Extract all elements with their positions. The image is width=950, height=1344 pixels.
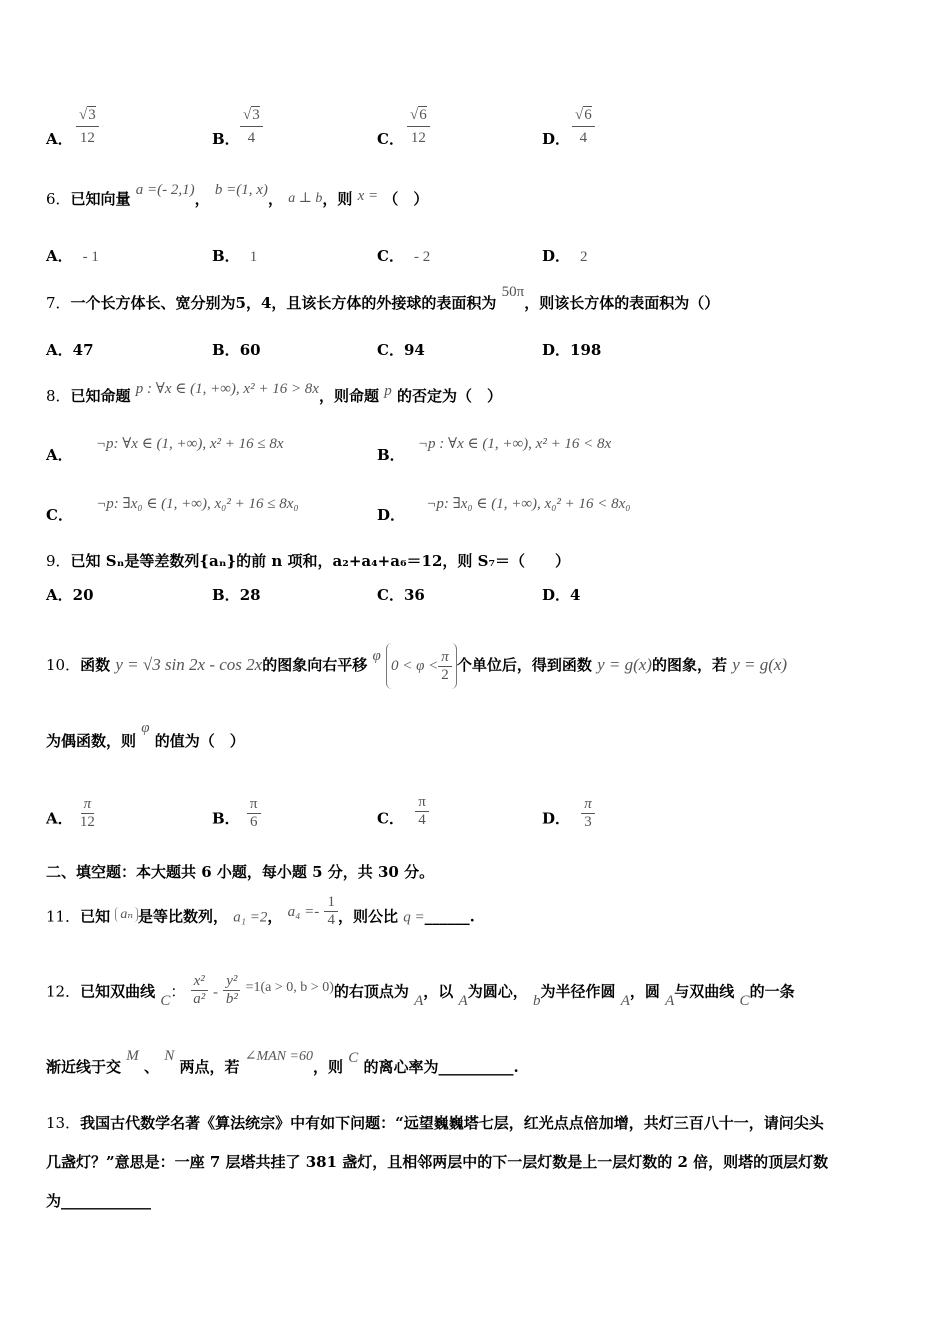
question-9: 9．已知 Sₙ是等差数列{aₙ}的前 n 项和，a₂+a₄+a₆＝12，则 S₇＝（ ） — [46, 552, 571, 570]
q8-option-c[interactable]: C． ¬p: ∃x₀ ∈ (1, +∞), x₀² + 16 ≤ 8x₀ — [46, 496, 299, 524]
question-10-line2: 为偶函数，则 φ 的值为（ ） — [46, 720, 245, 750]
question-6: 6．已知向量 a =(- 2,1)， b =(1, x)， a ⊥ b，则 x = （ ） — [46, 182, 429, 208]
q8-option-a[interactable]: A． ¬p: ∀x ∈ (1, +∞), x² + 16 ≤ 8x — [46, 436, 284, 464]
q9-option-d[interactable]: D．4 — [542, 586, 581, 604]
question-12-line2: 渐近线于交 M 、 N 两点，若 ∠MAN =60，则 C 的离心率为__________. — [46, 1048, 519, 1076]
q11-answer-blank[interactable]: ______. — [424, 907, 475, 926]
q9-option-b[interactable]: B．28 — [212, 586, 261, 604]
q9-option-c[interactable]: C．36 — [377, 586, 425, 604]
q5-option-c-fraction: $\frac{√6}{12}$ — [407, 104, 430, 149]
q7-option-a[interactable]: A．47 — [46, 341, 94, 359]
question-10: 10．函数 y = √3 sin 2x - cos 2x的图象向右平移 φ 0 < φ < $\frac{\pi}{2}$ 个单位后，得到函数 y = g(x)的图象，若 y = g(x) — [46, 643, 787, 689]
q13-answer-blank[interactable]: ____________ — [61, 1192, 152, 1210]
question-7: 7．一个长方体长、宽分别为5，4，且该长方体的外接球的表面积为 50π，则该长方体的表面积为（） — [46, 284, 720, 312]
q10-option-d[interactable]: D． $\frac{\pi}{3}$ — [542, 802, 595, 837]
q5-option-b-fraction: $\frac{√3}{4}$ — [240, 104, 263, 149]
question-8: 8．已知命题 p : ∀x ∈ (1, +∞), x² + 16 > 8x，则命题 p 的否定为（ ） — [46, 381, 502, 405]
question-12: 12．已知双曲线 C： $\frac{\text{x²}}{\text{a²}}$ - $\frac{\text{y²}}{\text{b²}}$ =1(a > 0, b > 0)的右顶点为 A，以 A为圆心， b为半径作圆 A，圆 A与双曲线 C的一条 — [46, 973, 795, 1009]
q6-option-d[interactable]: D． 2 — [542, 247, 588, 265]
q6-option-c[interactable]: C． - 2 — [377, 247, 431, 265]
q6-option-a[interactable]: A． - 1 — [46, 247, 99, 265]
section-2-heading: 二、填空题：本大题共 6 小题，每小题 5 分，共 30 分。 — [46, 863, 435, 881]
q7-option-d[interactable]: D．198 — [542, 341, 602, 359]
q5-option-d-fraction: $\frac{√6}{4}$ — [572, 104, 595, 149]
q8-option-b[interactable]: B． ¬p : ∀x ∈ (1, +∞), x² + 16 < 8x — [377, 436, 612, 464]
q6-option-b[interactable]: B． 1 — [212, 247, 258, 265]
q10-phi-range: 0 < φ < $\frac{\pi}{2}$ — [386, 643, 457, 689]
q11-fraction: $\frac{1}{4}$ — [324, 894, 338, 929]
q5-option-a-fraction: $\frac{√3}{12}$ — [76, 104, 99, 149]
question-13: 13．我国古代数学名著《算法统宗》中有如下问题：“远望巍巍塔七层，红光点点倍加增，共灯三百八十一，请问尖头 几盏灯？”意思是：一座 7 层塔共挂了 381 盏灯，且相邻两层中的下一层灯数是上一层灯数的 2 倍，则塔的顶层灯数 为____________ — [46, 1114, 829, 1210]
question-11: 11．已知 aₙ 是等比数列， a₁ =2， a₄ =- $\frac{1}{4}$ ，则公比 q =______. — [46, 894, 475, 928]
q10-option-b[interactable]: B． $\frac{\pi}{6}$ — [212, 802, 261, 837]
q10-option-c[interactable]: C． $\frac{\pi}{4}$ — [377, 802, 429, 837]
q12-answer-blank[interactable]: __________. — [438, 1058, 519, 1076]
q7-option-b[interactable]: B．60 — [212, 341, 261, 359]
q10-option-a[interactable]: A． $\frac{\pi}{12}$ — [46, 796, 95, 830]
q7-option-c[interactable]: C．94 — [377, 341, 425, 359]
q9-option-a[interactable]: A．20 — [46, 586, 94, 604]
q8-option-d[interactable]: D． ¬p: ∃x₀ ∈ (1, +∞), x₀² + 16 < 8x₀ — [377, 496, 631, 524]
q8-options — [46, 432, 906, 532]
q10-options — [46, 782, 646, 830]
